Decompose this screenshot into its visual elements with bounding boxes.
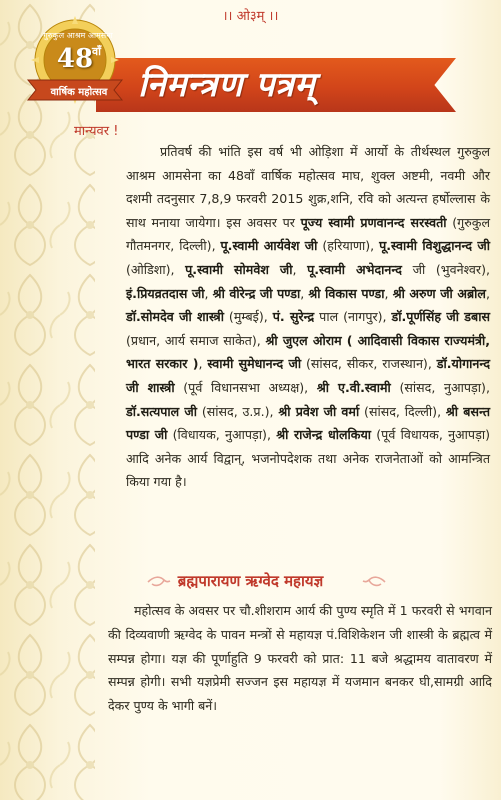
guest-detail: , [204, 285, 213, 301]
guest-name: पू.स्वामी अभेदानन्द [307, 261, 402, 277]
guest-name: इं.प्रियव्रतदास जी [126, 285, 205, 301]
invitation-paragraph [126, 140, 490, 494]
guest-detail: , [384, 285, 393, 301]
closing-text: आदि अनेक आर्य विद्वान्, भजनोपदेशक तथा अनेक राजनेताओं को आमन्त्रित किया गया है। [126, 450, 490, 490]
guest-detail: , [300, 285, 309, 301]
guest-detail: (सांसद, दिल्ली), [359, 403, 446, 419]
guest-detail: (पूर्व विधानसभा अध्यक्ष), [174, 379, 317, 395]
guest-name: श्री राजेन्द्र धोलकिया [276, 427, 372, 443]
guest-detail: (प्रधान, आर्य समाज साकेत), [126, 332, 266, 348]
guest-name: पू.स्वामी आर्यवेश जी [220, 238, 318, 254]
guest-detail: , [198, 356, 208, 372]
guest-detail: जी (भुवनेश्वर), [402, 261, 490, 277]
guest-detail: पाल (नागपुर), [314, 309, 392, 325]
guest-detail: , [485, 285, 490, 301]
guest-name: स्वामी सुमेधानन्द जी [207, 356, 302, 372]
damask-border-decoration [0, 0, 95, 800]
guest-detail: (ओडिशा), [126, 261, 186, 277]
guest-name: श्री जुएल ओराम ( आदिवासी विकास राज्यमंत्री, भारत सरकार ) [126, 332, 490, 372]
yajna-paragraph: महोत्सव के अवसर पर चौ.शीशराम आर्य की पुण्य स्मृति में 1 फरवरी से भगवान की दिव्यवाणी ऋग्वेद के पावन मन्त्रों से महायज्ञ पं.विशिकेशन जी शास्त्री के ब्रह्मत्व में सम्पन्न होगा। यज्ञ की पूर्णाहुति 9 फरवरी को प्रात: 11 बजे श्रद्धामय वातावरण में सम्पन्न होगी। सभी यज्ञप्रेमी सज्जन इस महायज्ञ में यजमान बनकर घी,सामग्री आदि देकर पुण्य के भागी बनें। [108, 603, 492, 714]
page-title: निमन्त्रण पत्रम् [138, 65, 316, 105]
guest-detail: (सांसद, सीकर, राजस्थान), [301, 356, 437, 372]
guest-name: श्री विकास पण्डा [308, 285, 385, 301]
guest-detail: (मुम्बई), [223, 309, 273, 325]
guest-detail: (गुरुकुल गौतमनगर, दिल्ली), [126, 214, 490, 254]
guest-name: श्री वीरेन्द्र जी पण्डा [212, 285, 301, 301]
guest-name: पू.स्वामी विशुद्धानन्द जी [379, 238, 490, 254]
right-flourish-icon [361, 575, 387, 589]
guest-detail: (विधायक, नुआपड़ा), [167, 427, 277, 443]
guest-name: श्री बसन्त पण्डा जी [126, 403, 491, 443]
guest-name: श्री प्रवेश जी वर्मा [278, 403, 360, 419]
guest-name: पू.स्वामी सोमवेश जी [185, 261, 293, 277]
salutation: मान्यवर ! [74, 124, 119, 139]
emblem-number: 48 [56, 44, 94, 74]
guest-detail: , [292, 261, 308, 277]
guest-name: डॉ.योगानन्द जी शास्त्री [126, 356, 491, 395]
emblem-arc-text: गुरुकुल आश्रम आमसेना [43, 31, 113, 40]
om-heading: ।। ओ३म् ।। [222, 9, 279, 24]
guest-detail: (पूर्व विधायक, नुआपड़ा) [371, 427, 490, 443]
guest-name: पं. सुरेन्द्र [272, 309, 315, 325]
guest-detail: (सांसद, उ.प्र.), [197, 403, 279, 419]
guest-name: पूज्य स्वामी प्रणवानन्द सरस्वती [300, 214, 447, 230]
intro-text: प्रतिवर्ष की भांति इस वर्ष भी ओड़िशा में आर्यो के तीर्थस्थल गुरुकुल आश्रम आमसेना का 48वाँ वार्षिक महोत्सव माघ, शुक्ल अष्टमी, नवमी और दशमी तदनुसार 7,8,9 फरवरी 2015 शुक्र,शनि, रवि को अत्यन्त हर्षोल्लास के साथ मनाया जायेगा। इस अवसर पर [126, 144, 490, 230]
emblem-suffix: वाँ [92, 45, 101, 58]
emblem-ribbon-text: वार्षिक महोत्सव [50, 87, 108, 98]
guest-detail: (सांसद, नुआपड़ा), [390, 379, 490, 395]
invitation-body [126, 140, 490, 494]
yajna-section [108, 599, 492, 718]
yajna-section-title: ब्रह्मपारायण ऋग्वेद महायज्ञ [177, 572, 324, 590]
guest-name: श्री ए.वी.स्वामी [316, 379, 391, 395]
anniversary-emblem [14, 14, 132, 114]
guest-name: डॉ.सोमदेव जी शास्त्री [126, 309, 224, 325]
guest-name: श्री अरुण जी अब्रोल [392, 285, 486, 301]
guest-detail: (हरियाणा), [317, 238, 380, 254]
guest-name: डॉ.सत्यपाल जी [126, 403, 198, 419]
guest-name: डॉ.पूर्णसिंह जी डबास [391, 309, 490, 325]
